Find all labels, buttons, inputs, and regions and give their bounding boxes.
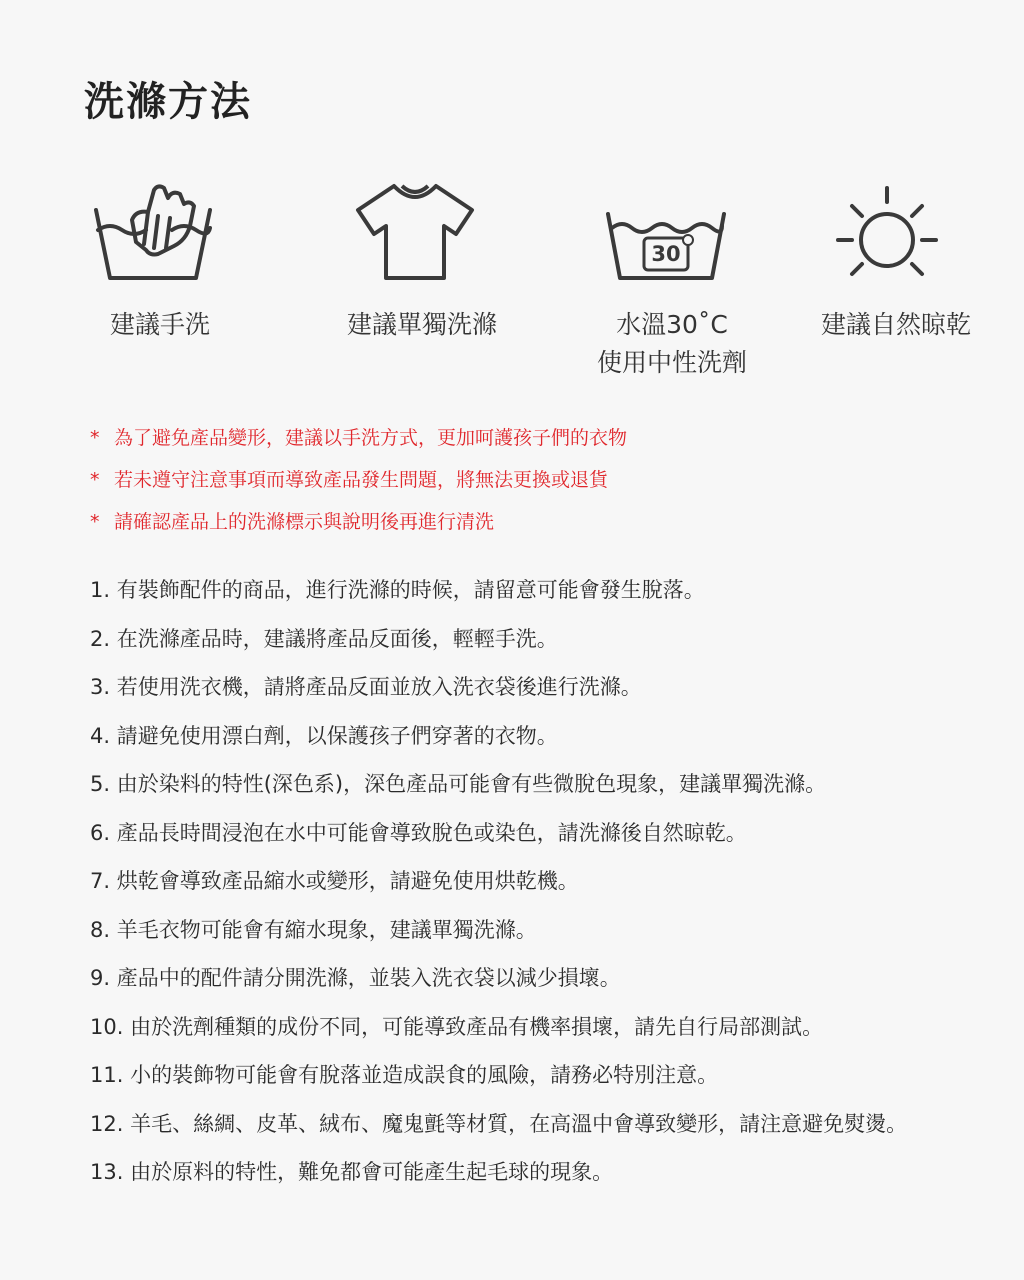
list-item: 7. 烘乾會導致產品縮水或變形，請避免使用烘乾機。 [90, 869, 579, 893]
list-item: 4. 請避免使用漂白劑，以保護孩子們穿著的衣物。 [90, 723, 558, 748]
list-item: 6. 產品長時間浸泡在水中可能會導致脫色或染色，請洗滌後自然晾乾。 [90, 820, 747, 845]
degree-icon [682, 234, 694, 246]
sun-dry-icon [834, 186, 940, 282]
warning-note [90, 464, 627, 506]
wash-30-icon [604, 210, 728, 282]
wash-30-label-line2: 使用中性洗劑 [596, 348, 747, 377]
list-item: 1. 有裝飾配件的商品，進行洗滌的時候，請留意可能會發生脫落。 [90, 578, 705, 602]
warning-note-text: 若未遵守注意事項而導致產品發生問題，將無法更換或退貨 [114, 469, 609, 491]
care-instructions-list [90, 568, 907, 1199]
wash-30-label-line1: 水溫30˚C [616, 310, 728, 339]
sun-dry-label: 建議自然晾乾 [820, 310, 971, 339]
warning-notes [90, 422, 627, 548]
page-title: 洗滌方法 [84, 79, 252, 125]
list-item: 8. 羊毛衣物可能會有縮水現象，建議單獨洗滌。 [90, 917, 537, 942]
list-item: 11. 小的裝飾物可能會有脫落並造成誤食的風險，請務必特別注意。 [90, 1063, 719, 1087]
care-icons-row [0, 178, 1024, 398]
list-item: 5. 由於染料的特性(深色系)，深色產品可能會有些微脫色現象，建議單獨洗滌。 [90, 772, 827, 796]
list-item: 2. 在洗滌產品時，建議將產品反面後，輕輕手洗。 [90, 626, 558, 651]
asterisk-icon: * [90, 427, 100, 449]
wash-30-label [572, 306, 772, 382]
temperature-badge: 30 [651, 242, 681, 266]
warning-note [90, 422, 627, 464]
list-item: 13. 由於原料的特性，難免都會可能產生起毛球的現象。 [90, 1160, 614, 1184]
warning-note-text: 請確認產品上的洗滌標示與說明後再進行清洗 [114, 511, 495, 533]
hand-wash-icon [92, 182, 216, 282]
list-item: 12. 羊毛、絲綢、皮革、絨布、魔鬼氈等材質，在高溫中會導致變形，請注意避免熨燙。 [90, 1111, 908, 1136]
list-item: 10. 由於洗劑種類的成份不同，可能導致產品有機率損壞，請先自行局部測試。 [90, 1014, 824, 1039]
hand-wash-label: 建議手洗 [109, 310, 210, 339]
warning-note-text: 為了避免產品變形，建議以手洗方式，更加呵護孩子們的衣物 [114, 427, 628, 449]
tshirt-label: 建議單獨洗滌 [346, 310, 497, 339]
list-item: 3. 若使用洗衣機，請將產品反面並放入洗衣袋後進行洗滌。 [90, 675, 642, 699]
warning-note [90, 506, 627, 548]
tshirt-icon [352, 180, 478, 284]
asterisk-icon: * [90, 469, 100, 491]
asterisk-icon: * [90, 511, 100, 533]
list-item: 9. 產品中的配件請分開洗滌，並裝入洗衣袋以減少損壞。 [90, 966, 621, 990]
